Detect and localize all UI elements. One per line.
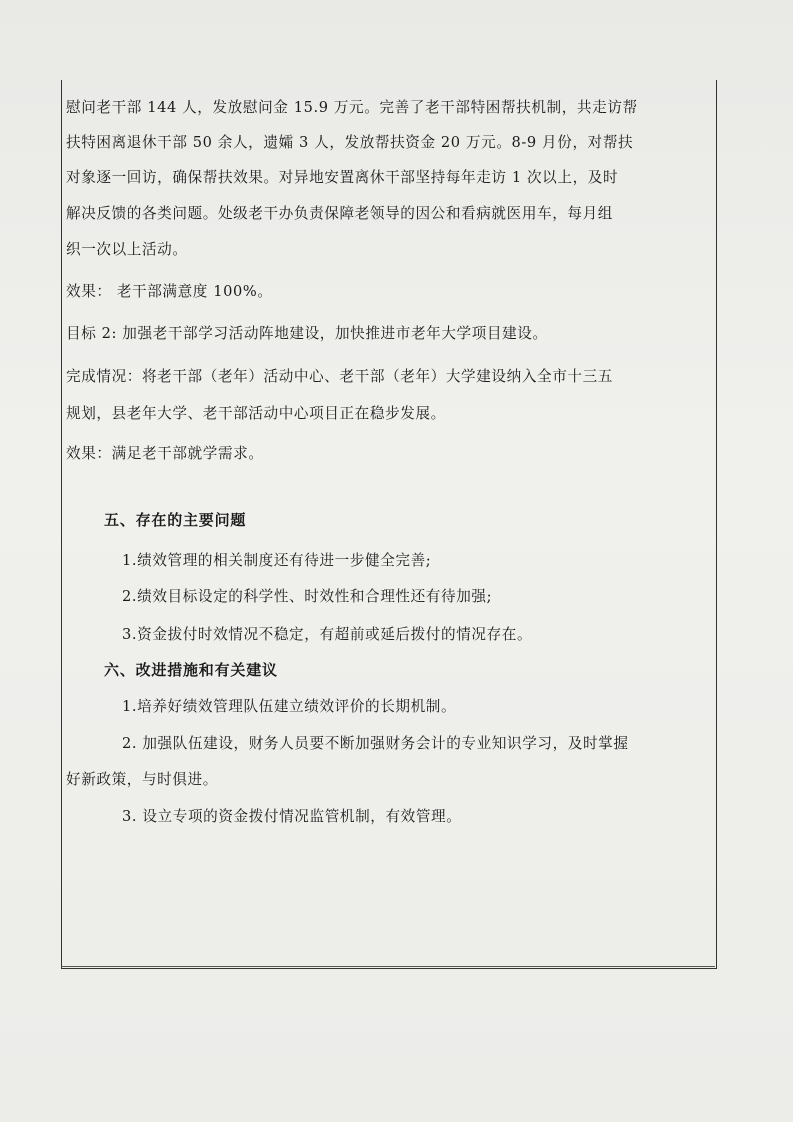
completion-line: 规划，县老年大学、老干部活动中心项目正在稳步发展。 — [66, 405, 446, 422]
intro-line: 解决反馈的各类问题。处级老干办负责保障老领导的因公和看病就医用车，每月组 — [66, 205, 613, 222]
table-bottom-rule — [61, 966, 715, 969]
improvement-item: 3. 设立专项的资金拨付情况监管机制，有效管理。 — [122, 808, 462, 825]
section-6-title: 六、改进措施和有关建议 — [104, 661, 278, 679]
intro-line: 慰问老干部 144 人，发放慰问金 15.9 万元。完善了老干部特困帮扶机制，共走访帮 — [66, 99, 638, 116]
problem-item: 3.资金拔付时效情况不稳定，有超前或延后拨付的情况存在。 — [122, 626, 533, 643]
improvement-item: 1.培养好绩效管理队伍建立绩效评价的长期机制。 — [122, 698, 457, 715]
completion-line: 完成情况：将老干部（老年）活动中心、老干部（老年）大学建设纳入全市十三五 — [66, 368, 613, 385]
goal-2: 目标 2: 加强老干部学习活动阵地建设，加快推进市老年大学项目建设。 — [66, 325, 548, 342]
problem-item: 2.绩效目标设定的科学性、时效性和合理性还有待加强; — [122, 588, 493, 605]
intro-line: 扶特困离退休干部 50 余人，遗孀 3 人，发放帮扶资金 20 万元。8-9 月份，对帮扶 — [66, 134, 634, 151]
effect-1: 效果： 老干部满意度 100%。 — [66, 283, 273, 300]
intro-line: 对象逐一回访，确保帮扶效果。对异地安置离休干部坚持每年走访 1 次以上，及时 — [66, 169, 619, 186]
improvement-item-continued: 好新政策，与时俱进。 — [66, 771, 218, 788]
effect-2: 效果：满足老干部就学需求。 — [66, 445, 264, 462]
problem-item: 1.绩效管理的相关制度还有待进一步健全完善; — [122, 552, 432, 569]
improvement-item: 2. 加强队伍建设，财务人员要不断加强财务会计的专业知识学习，及时掌握 — [122, 735, 629, 752]
intro-line: 织一次以上活动。 — [66, 241, 188, 258]
section-5-title: 五、存在的主要问题 — [104, 511, 247, 529]
